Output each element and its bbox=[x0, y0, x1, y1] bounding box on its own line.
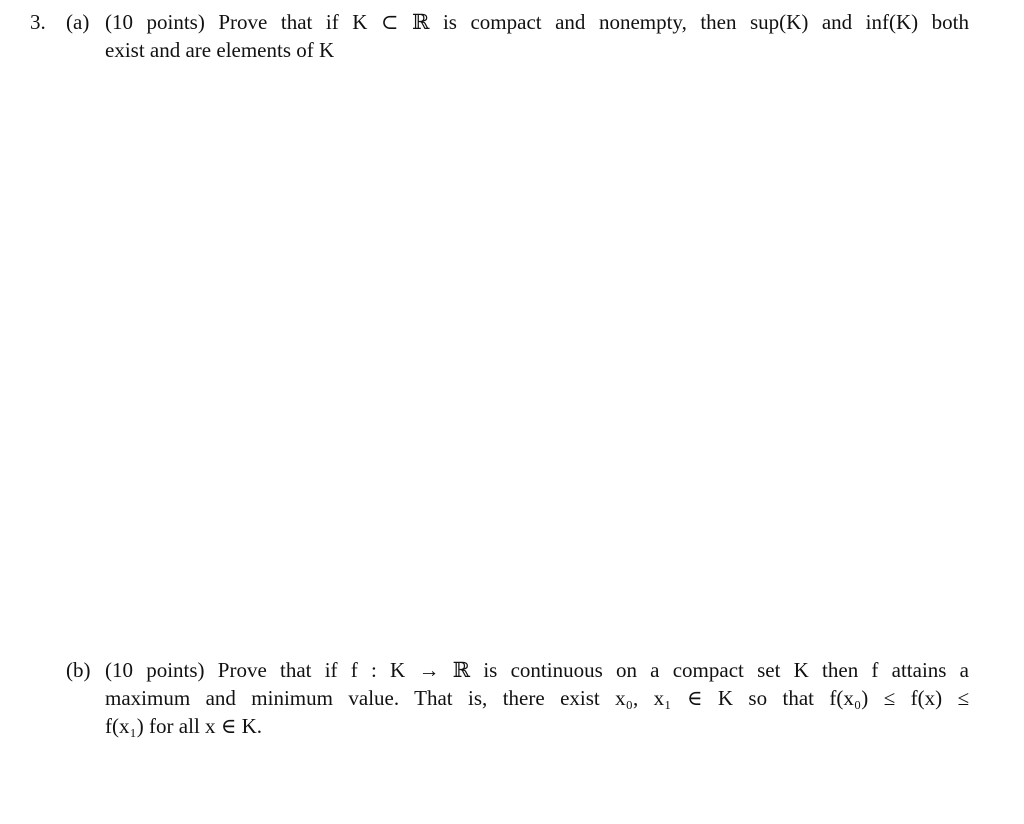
part-b-text-line-2: maximum and minimum value. That is, there exist x₀, x₁ ∈ K so that f(x₀) ≤ f(x) ≤ bbox=[105, 686, 969, 710]
part-a-text-line-1: (10 points) Prove that if K ⊂ ℝ is compact and nonempty, then sup(K) and inf(K) both bbox=[105, 10, 969, 34]
part-b-text-line-1: (10 points) Prove that if f : K → ℝ is continuous on a compact set K then f attains a bbox=[105, 658, 969, 682]
answer-space-a bbox=[105, 70, 969, 640]
problem-number: 3. bbox=[30, 10, 46, 34]
part-b-label: (b) bbox=[66, 658, 91, 682]
part-b-text-line-3: f(x₁) for all x ∈ K. bbox=[105, 714, 262, 738]
part-a-text-line-2: exist and are elements of K bbox=[105, 38, 335, 62]
part-a-label: (a) bbox=[66, 10, 90, 34]
